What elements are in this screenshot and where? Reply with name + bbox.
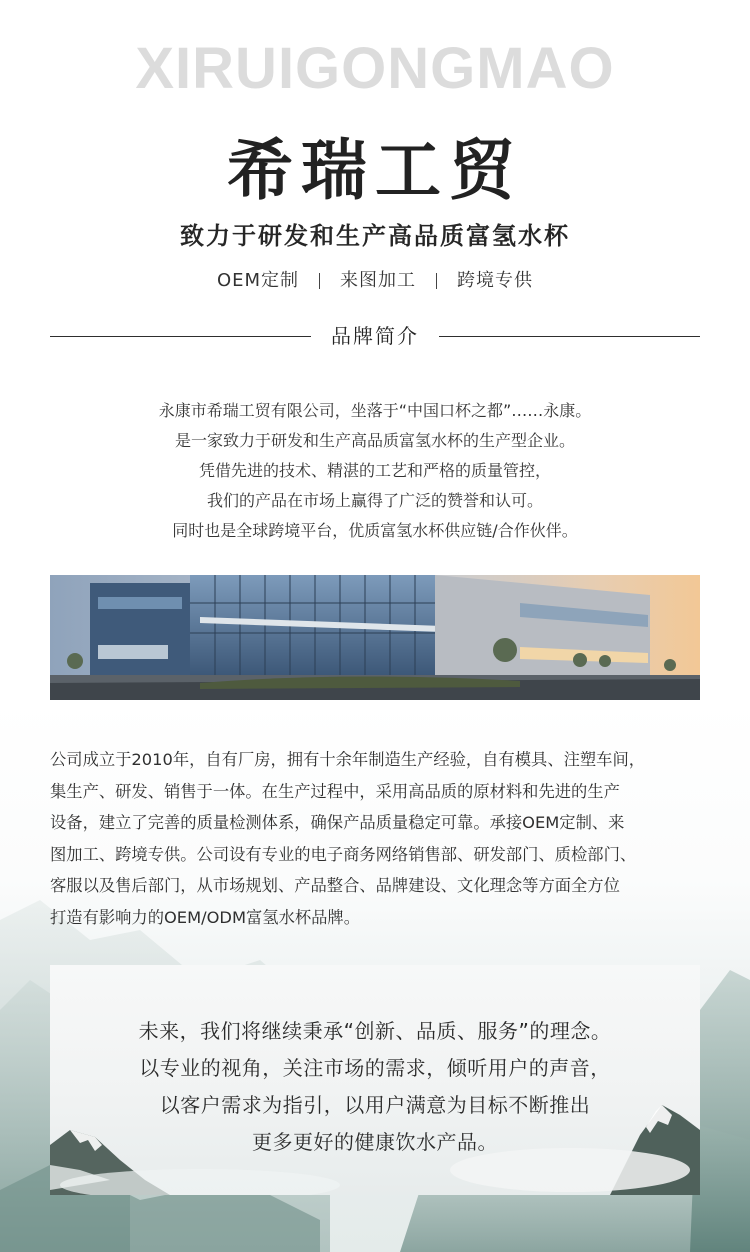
- service-tag-oem: OEM定制: [216, 270, 300, 291]
- intro-line: 凭借先进的技术、精湛的工艺和严格的质量管控，: [198, 461, 551, 480]
- service-tag-drawing: 来图加工: [340, 270, 417, 291]
- about-line: 客服以及售后部门，从市场规划、产品整合、品牌建设、文化理念等方面全方位: [50, 876, 620, 895]
- intro-line: 我们的产品在市场上赢得了广泛的赞誉和认可。: [206, 491, 543, 510]
- service-tags: [0, 266, 750, 296]
- future-line: 以客户需求为指引，以用户满意为目标不断推出: [159, 1093, 591, 1117]
- brand-title: 希瑞工贸: [227, 132, 523, 209]
- about-line: 图加工、跨境专供。公司设有专业的电子商务网络销售部、研发部门、质检部门、: [50, 844, 637, 864]
- future-line: 未来，我们将继续秉承“创新、品质、服务”的理念。: [138, 1019, 612, 1043]
- service-divider: [436, 273, 437, 289]
- future-vision-card: [50, 965, 700, 1195]
- brand-watermark: XIRUIGONGMAO: [135, 36, 615, 101]
- future-line: 以专业的视角，关注市场的需求，倾听用户的声音，: [139, 1056, 611, 1080]
- section-heading-brand-intro: [50, 320, 700, 352]
- factory-building-image: [50, 575, 700, 700]
- intro-line: 是一家致力于研发和生产高品质富氢水杯的生产型企业。: [174, 431, 575, 450]
- heading-rule-right: [439, 336, 700, 337]
- future-vision-text: [50, 1013, 700, 1161]
- about-line: 设备，建立了完善的质量检测体系，确保产品质量稳定可靠。承接OEM定制、来: [50, 813, 625, 832]
- about-line: 打造有影响力的OEM/ODM富氢水杯品牌。: [50, 907, 360, 927]
- intro-line: 永康市希瑞工贸有限公司，坐落于“中国口杯之都”……永康。: [158, 401, 592, 420]
- intro-line: 同时也是全球跨境平台，优质富氢水杯供应链/合作伙伴。: [172, 521, 578, 540]
- future-line: 更多更好的健康饮水产品。: [252, 1130, 498, 1154]
- about-line: 集生产、研发、销售于一体。在生产过程中，采用高品质的原材料和先进的生产: [50, 781, 620, 801]
- section-heading-label: 品牌简介: [331, 324, 419, 348]
- service-tag-crossborder: 跨境专供: [457, 270, 534, 291]
- about-line: 公司成立于2010年，自有厂房，拥有十余年制造生产经验，自有模具、注塑车间，: [50, 750, 646, 769]
- brand-slogan: 致力于研发和生产高品质富氢水杯: [180, 222, 570, 250]
- brand-intro-text: [0, 396, 750, 546]
- heading-rule-left: [50, 336, 311, 337]
- service-divider: [319, 273, 320, 289]
- company-about-text: [50, 744, 710, 933]
